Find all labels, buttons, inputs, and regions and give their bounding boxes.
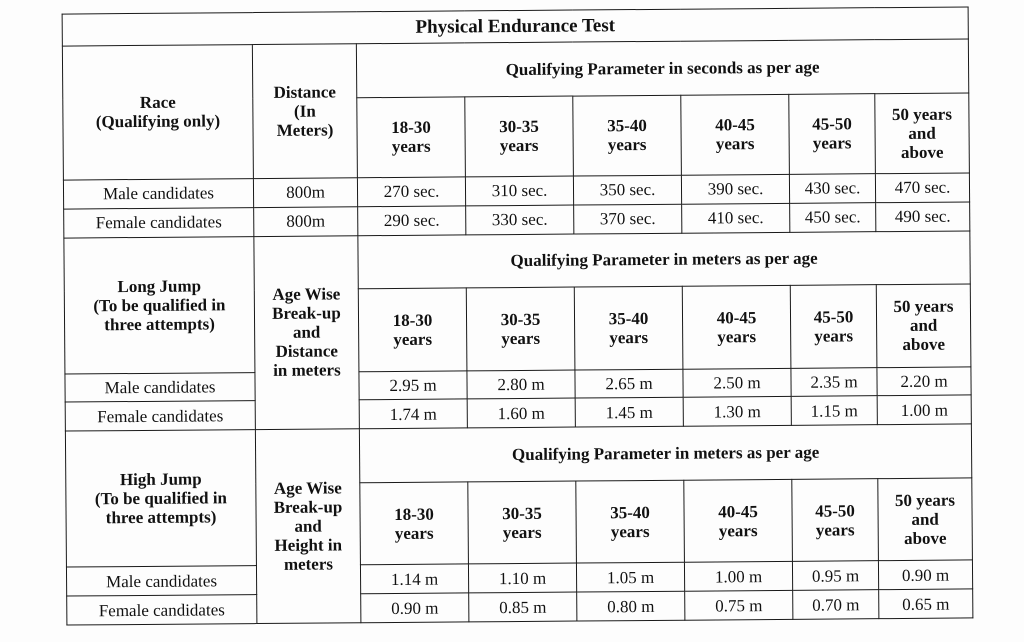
long-jump-label: Long Jump (To be qualified in three attempts) xyxy=(64,236,255,373)
table-row xyxy=(67,589,973,625)
value-cell: 1.05 m xyxy=(576,562,684,592)
value-cell: 0.85 m xyxy=(469,592,577,622)
distance-header: Distance (In Meters) xyxy=(252,44,357,179)
value-cell: 2.20 m xyxy=(877,367,971,397)
value-cell: 1.15 m xyxy=(791,396,877,426)
age-group-header: 35-40 years xyxy=(574,286,683,369)
age-group-header: 45-50 years xyxy=(792,479,879,562)
value-cell: 0.95 m xyxy=(792,561,878,591)
high-jump-parameter-header: Qualifying Parameter in meters as per age xyxy=(359,424,971,482)
value-cell: 0.80 m xyxy=(577,591,685,621)
value-cell: 2.65 m xyxy=(575,369,683,399)
value-cell: 330 sec. xyxy=(466,205,574,235)
value-cell: 450 sec. xyxy=(790,202,876,232)
value-cell: 0.90 m xyxy=(361,593,469,623)
value-cell: 350 sec. xyxy=(573,175,681,205)
age-group-header: 40-45 years xyxy=(682,285,791,368)
age-group-header: 50 years and above xyxy=(875,92,970,173)
value-cell: 410 sec. xyxy=(682,203,790,233)
age-group-header: 35-40 years xyxy=(573,95,682,176)
long-jump-mid-header: Age Wise Break-up and Distance in meters xyxy=(254,235,360,429)
candidate-label: Male candidates xyxy=(66,566,256,596)
value-cell: 490 sec. xyxy=(876,202,970,232)
age-group-header: 30-35 years xyxy=(465,96,574,177)
value-cell: 1.45 m xyxy=(575,398,683,428)
age-group-header: 50 years and above xyxy=(878,478,973,561)
endurance-table xyxy=(62,6,974,625)
candidate-label: Male candidates xyxy=(63,178,253,208)
high-jump-mid-header: Age Wise Break-up and Height in meters xyxy=(255,429,361,624)
value-cell: 0.70 m xyxy=(793,590,879,620)
age-group-header: 18-30 years xyxy=(357,96,466,177)
value-cell: 1.14 m xyxy=(360,564,468,594)
value-cell: 0.90 m xyxy=(878,560,972,590)
value-cell: 2.35 m xyxy=(791,367,877,397)
candidate-label: Male candidates xyxy=(65,372,255,402)
value-cell: 2.80 m xyxy=(467,370,575,400)
value-cell: 290 sec. xyxy=(358,206,466,236)
age-group-header: 18-30 years xyxy=(358,288,467,371)
value-cell: 1.10 m xyxy=(468,563,576,593)
age-group-header: 30-35 years xyxy=(468,481,577,564)
value-cell: 470 sec. xyxy=(875,173,969,203)
value-cell: 1.00 m xyxy=(877,395,971,425)
age-group-header: 45-50 years xyxy=(790,285,877,368)
value-cell: 1.60 m xyxy=(467,398,575,428)
value-cell: 310 sec. xyxy=(465,176,573,206)
age-group-header: 30-35 years xyxy=(466,287,575,370)
race-parameter-header: Qualifying Parameter in seconds as per age xyxy=(356,39,968,97)
distance-value: 800m xyxy=(254,206,358,236)
age-group-header: 50 years and above xyxy=(876,284,971,367)
table-title: Physical Endurance Test xyxy=(62,7,968,46)
age-group-header: 35-40 years xyxy=(576,480,685,563)
value-cell: 2.50 m xyxy=(683,368,791,398)
value-cell: 0.65 m xyxy=(879,589,973,619)
value-cell: 370 sec. xyxy=(574,204,682,234)
value-cell: 390 sec. xyxy=(681,174,789,204)
value-cell: 0.75 m xyxy=(685,590,793,620)
value-cell: 1.00 m xyxy=(684,562,792,592)
high-jump-label: High Jump (To be qualified in three attempts) xyxy=(65,430,256,567)
distance-value: 800m xyxy=(253,178,357,208)
long-jump-parameter-header: Qualifying Parameter in meters as per age xyxy=(358,231,970,289)
value-cell: 1.74 m xyxy=(359,399,467,429)
race-label: Race (Qualifying only) xyxy=(62,45,253,180)
age-group-header: 18-30 years xyxy=(360,482,469,565)
candidate-label: Female candidates xyxy=(64,207,254,237)
candidate-label: Female candidates xyxy=(65,401,255,431)
age-group-header: 45-50 years xyxy=(789,93,876,174)
age-group-header: 40-45 years xyxy=(681,94,790,175)
age-group-header: 40-45 years xyxy=(684,479,793,562)
value-cell: 270 sec. xyxy=(357,177,465,207)
value-cell: 2.95 m xyxy=(359,370,467,400)
value-cell: 1.30 m xyxy=(683,397,791,427)
value-cell: 430 sec. xyxy=(789,174,875,204)
candidate-label: Female candidates xyxy=(67,595,257,625)
